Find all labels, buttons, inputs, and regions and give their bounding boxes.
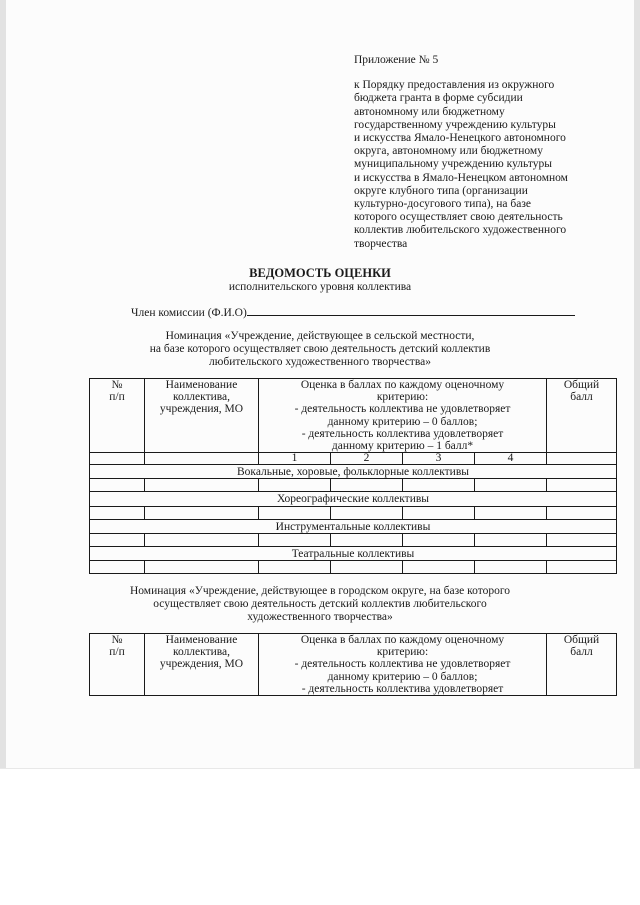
assessment-table-1 — [89, 378, 617, 574]
appendix-line: округе клубного типа (организации — [354, 184, 528, 197]
appendix-line: муниципальному учреждению культуры — [354, 158, 552, 171]
appendix-line: культурно-досугового типа), на базе — [354, 198, 532, 211]
nomination-line: Номинация «Учреждение, действующее в городском округе, на базе которого — [129, 585, 511, 597]
criterion-number: 2 — [331, 453, 403, 465]
appendix-line: округа, автономному или бюджетному — [354, 145, 543, 158]
assessment-table-2 — [89, 633, 617, 696]
nomination-line: на базе которого осуществляет свою деятельность детский коллектив — [149, 343, 491, 355]
group-title: Инструментальные коллективы — [90, 519, 617, 533]
appendix-line: к Порядку предоставления из окружного — [354, 79, 555, 92]
nomination-2-title — [60, 585, 580, 624]
criterion-number: 1 — [259, 453, 331, 465]
appendix-line: творчества — [354, 237, 408, 250]
commission-member-field — [131, 305, 575, 319]
nomination-line: художественного творчества» — [247, 611, 393, 623]
document-title: ВЕДОМОСТЬ ОЦЕНКИ — [249, 266, 391, 280]
criterion-number: 3 — [403, 453, 475, 465]
commission-member-line — [247, 305, 575, 316]
table-row — [90, 533, 617, 546]
page-left-edge — [0, 0, 6, 768]
appendix-title: Приложение № 5 — [354, 54, 439, 66]
group-row — [90, 546, 617, 560]
table-header-row — [90, 379, 617, 453]
appendix-line: и искусства в Ямало-Ненецком автономном — [354, 171, 568, 184]
appendix-line: коллектив любительского художественного — [354, 224, 567, 237]
header-collective-name: Наименование коллектива, учреждения, МО — [145, 634, 259, 696]
table-row — [90, 506, 617, 519]
criteria-number-row — [90, 453, 617, 465]
header-collective-name: Наименование коллектива, учреждения, МО — [145, 379, 259, 453]
appendix-line: автономному или бюджетному — [354, 105, 505, 118]
header-number: № п/п — [90, 379, 145, 453]
page-right-edge — [634, 0, 640, 768]
table-row — [90, 479, 617, 492]
header-total-score: Общий балл — [547, 634, 617, 696]
nomination-line: любительского художественного творчества» — [209, 356, 431, 368]
group-title: Хореографические коллективы — [90, 492, 617, 506]
appendix-text — [354, 79, 614, 251]
appendix-line: государственному учреждению культуры — [354, 118, 556, 131]
criterion-number: 4 — [475, 453, 547, 465]
nomination-1-title — [60, 330, 580, 369]
header-criteria: Оценка в баллах по каждому оценочному критерию: - деятельность коллектива не удовлетворяет данному критерию – 0 баллов; - деятельность коллектива удовлетворяет данному критерию – 1 балл* — [259, 379, 547, 453]
appendix-line: и искусства Ямало-Ненецкого автономного — [354, 132, 566, 145]
appendix-line: которого осуществляет свою деятельность — [354, 211, 563, 224]
group-row — [90, 519, 617, 533]
nomination-line: осуществляет свою деятельность детский коллектив любительского — [153, 598, 487, 610]
nomination-line: Номинация «Учреждение, действующее в сельской местности, — [165, 330, 475, 342]
appendix-line: бюджета гранта в форме субсидии — [354, 92, 523, 105]
group-title: Театральные коллективы — [90, 546, 617, 560]
scan-bottom-edge — [0, 768, 640, 769]
document-subtitle: исполнительского уровня коллектива — [228, 281, 412, 293]
header-number: № п/п — [90, 634, 145, 696]
appendix-block — [354, 54, 614, 251]
table-header-row — [90, 634, 617, 696]
header-total-score: Общий балл — [547, 379, 617, 453]
commission-member-label: Член комиссии (Ф.И.О) — [131, 307, 247, 319]
group-row — [90, 465, 617, 479]
table-row — [90, 561, 617, 574]
header-criteria: Оценка в баллах по каждому оценочному критерию: - деятельность коллектива не удовлетворяет данному критерию – 0 баллов; - деятельность коллектива удовлетворяет — [259, 634, 547, 696]
group-title: Вокальные, хоровые, фольклорные коллективы — [90, 465, 617, 479]
group-row — [90, 492, 617, 506]
